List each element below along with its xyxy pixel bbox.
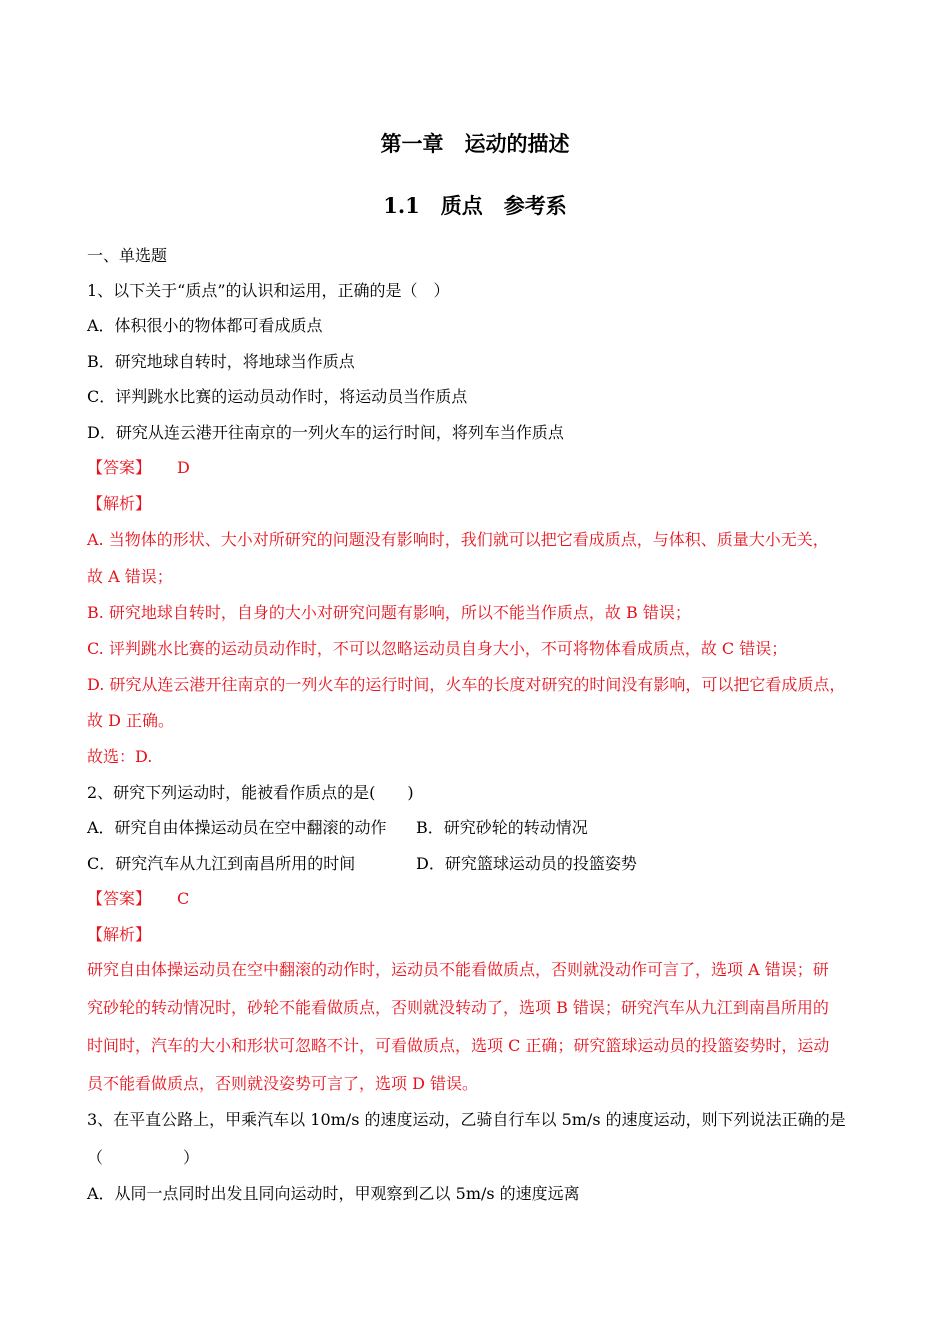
q3-option-a: A．从同一点同时出发且同向运动时，甲观察到乙以 5m/s 的速度远离 [87,1184,580,1203]
q3-stem-paren: （ ） [87,1148,200,1167]
q1-option-b: B．研究地球自转时，将地球当作质点 [87,352,355,371]
q1-answer: D [177,458,190,477]
q1-analysis-tag: 【解析】 [87,494,152,513]
q2-analysis-line: 员不能看做质点，否则就没姿势可言了，选项 D 错误。 [87,1074,479,1093]
q2-analysis-line: 时间时，汽车的大小和形状可忽略不计，可看做质点，选项 C 正确；研究篮球运动员的投篮姿势时，运动 [87,1036,830,1055]
q1-stem: 1、以下关于“质点”的认识和运用，正确的是（ ） [87,281,450,300]
q1-answer-row [87,458,190,478]
q1-analysis-line: A. 当物体的形状、大小对所研究的问题没有影响时，我们就可以把它看成质点，与体积、质量大小无关， [87,530,829,549]
q1-analysis-line: D. 研究从连云港开往南京的一列火车的运行时间，火车的长度对研究的时间没有影响，可以把它看成质点， [87,675,846,694]
q1-analysis-line: B. 研究地球自转时，自身的大小对研究问题有影响，所以不能当作质点，故 B 错误； [87,603,691,622]
q1-option-d: D．研究从连云港开往南京的一列火车的运行时间，将列车当作质点 [87,423,564,442]
q2-analysis-line: 研究自由体操运动员在空中翻滚的动作时，运动员不能看做质点，否则就没动作可言了，选项 A 错误；研 [87,960,829,979]
q1-conclusion: 故选：D. [87,747,153,766]
q2-options-row-2 [87,854,847,874]
q2-analysis-line: 究砂轮的转动情况时，砂轮不能看做质点，否则就没转动了，选项 B 错误；研究汽车从九江到南昌所用的 [87,998,829,1017]
answer-tag: 【答案】 [87,889,152,908]
q2-options-row-1 [87,818,847,838]
part-heading: 一、单选题 [87,246,168,265]
answer-tag: 【答案】 [87,458,152,477]
q2-analysis-tag: 【解析】 [87,925,152,944]
q2-stem: 2、研究下列运动时，能被看作质点的是( ) [87,783,414,802]
q2-option-b: B．研究砂轮的转动情况 [416,818,588,837]
q2-answer: C [177,889,190,908]
q2-option-d: D．研究篮球运动员的投篮姿势 [416,854,637,873]
chapter-title: 第一章 运动的描述 [380,131,570,156]
q1-analysis-line: 故 A 错误； [87,567,173,586]
q2-option-c: C．研究汽车从九江到南昌所用的时间 [87,854,356,873]
q1-analysis-line: 故 D 正确。 [87,711,175,730]
q2-option-a: A．研究自由体操运动员在空中翻滚的动作 [87,818,387,837]
q2-answer-row [87,889,189,909]
q1-option-a: A．体积很小的物体都可看成质点 [87,316,323,335]
q1-analysis-line: C. 评判跳水比赛的运动员动作时，不可以忽略运动员自身大小，不可将物体看成质点，故 C 错误； [87,639,788,658]
q3-stem: 3、在平直公路上，甲乘汽车以 10m/s 的速度运动，乙骑自行车以 5m/s 的速度运动，则下列说法正确的是 [87,1110,846,1129]
section-title: 1.1 质点 参考系 [383,193,567,218]
q1-option-c: C．评判跳水比赛的运动员动作时，将运动员当作质点 [87,387,468,406]
